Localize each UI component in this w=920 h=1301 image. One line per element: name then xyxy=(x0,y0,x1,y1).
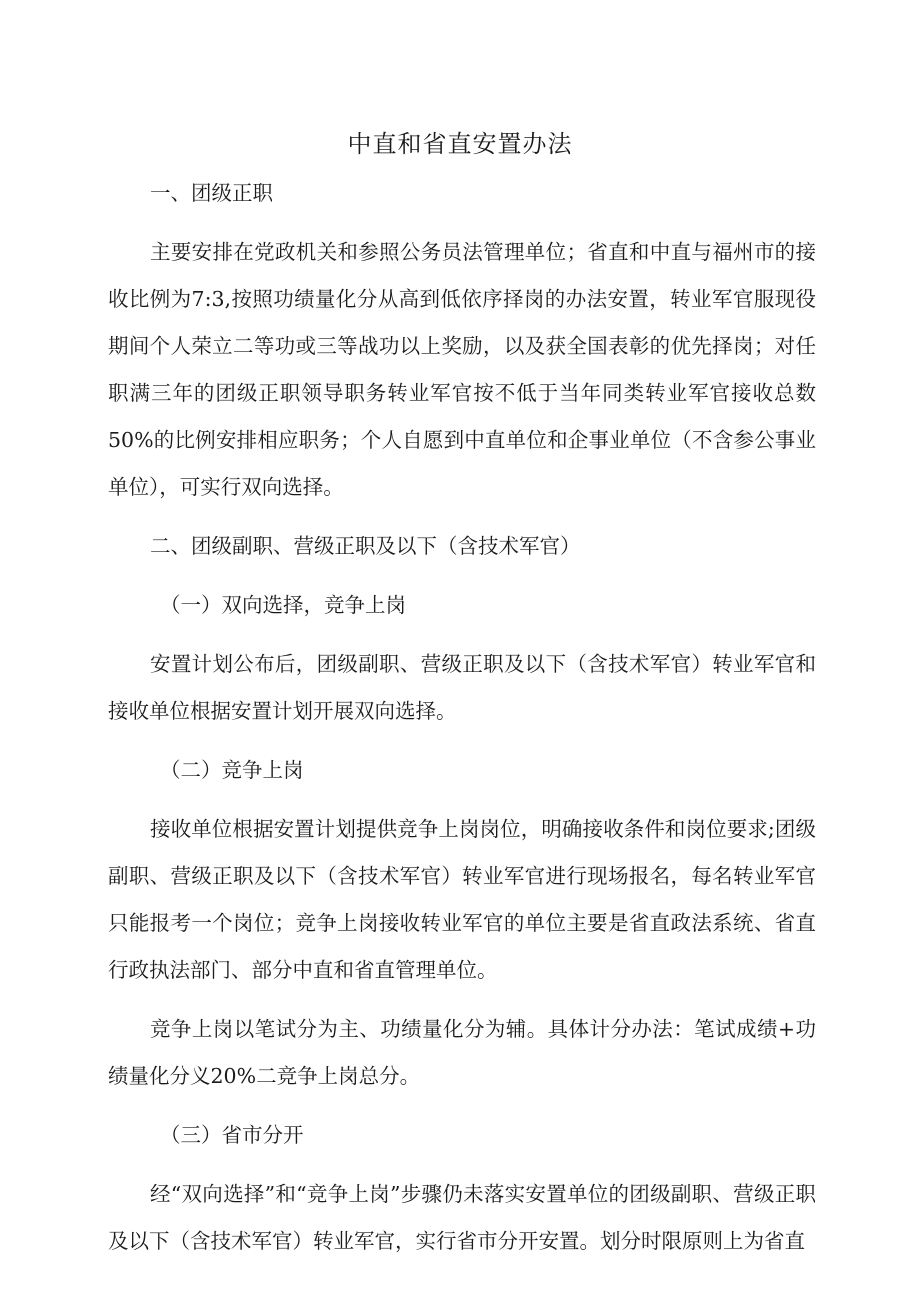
section-heading-1: 一、团级正职 xyxy=(150,181,273,205)
section-heading-2: 二、团级副职、营级正职及以下（含技术军官） xyxy=(150,534,581,558)
section-paragraph-1: 主要安排在党政机关和参照公务员法管理单位；省直和中直与福州市的接收比例为7:3,按照功绩量化分从高到低依序择岗的办法安置，转业军官服现役期间个人荣立二等功或三等战功以上奖励，以及获全国表彰的优先择岗；对任职满三年的团级正职领导职务转业军官按不低于当年同类转业军官接收总数50%的比例安排相应职务；个人自愿到中直单位和企事业单位（不含参公事业单位），可实行双向选择。 xyxy=(108,240,816,499)
subsection-paragraph-2a: 接收单位根据安置计划提供竞争上岗岗位，明确接收条件和岗位要求;团级副职、营级正职及以下（含技术军官）转业军官进行现场报名，每名转业军官只能报考一个岗位；竞争上岗接收转业军官的单位主要是省直政法系统、省直行政执法部门、部分中直和省直管理单位。 xyxy=(108,817,816,982)
subsection-paragraph-2b: 竞争上岗以笔试分为主、功绩量化分为辅。具体计分办法：笔试成绩+功绩量化分义20%二竞争上岗总分。 xyxy=(108,1017,816,1088)
subsection-heading-1: （一）双向选择，竞争上岗 xyxy=(160,593,406,617)
spacer xyxy=(108,735,816,747)
document-body xyxy=(108,170,816,1265)
subsection-heading-2: （二）竞争上岗 xyxy=(160,758,304,782)
spacer xyxy=(108,1100,816,1112)
spacer xyxy=(108,629,816,641)
subsection-paragraph-1: 安置计划公布后，团级副职、营级正职及以下（含技术军官）转业军官和接收单位根据安置计划开展双向选择。 xyxy=(108,652,816,723)
document-title: 中直和省直安置办法 xyxy=(347,130,573,158)
spacer xyxy=(108,511,816,523)
spacer xyxy=(108,1159,816,1171)
spacer xyxy=(108,570,816,582)
spacer xyxy=(108,794,816,806)
subsection-paragraph-3: 经“双向选择”和“竞争上岗”步骤仍未落实安置单位的团级副职、营级正职及以下（含技术军官）转业军官，实行省市分开安置。划分时限原则上为省直 xyxy=(108,1182,816,1253)
subsection-heading-3: （三）省市分开 xyxy=(160,1123,304,1147)
spacer xyxy=(108,217,816,229)
spacer xyxy=(108,994,816,1006)
